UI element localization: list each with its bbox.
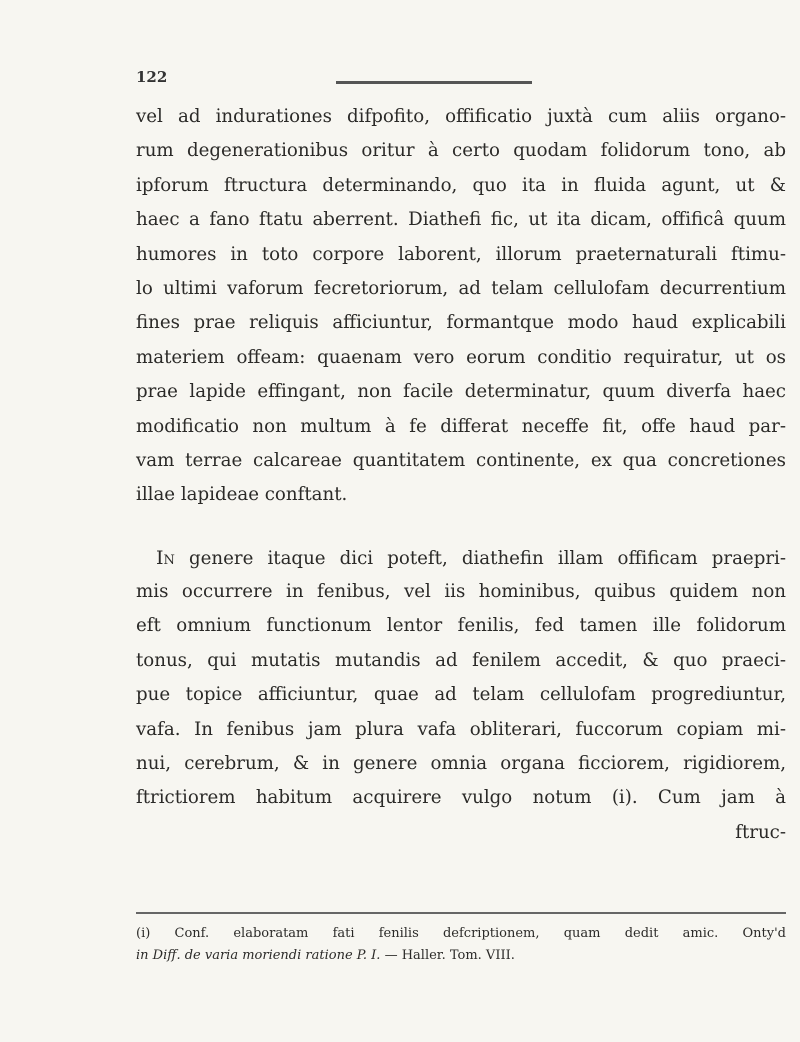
footnotes — [136, 923, 786, 967]
text-line: mis occurrere in fenibus, vel iis hominibus, quibus quidem non — [136, 581, 786, 603]
text-line: ftrictiorem habitum acquirere vulgo notum (i). Cum jam à — [136, 787, 786, 809]
text-line: eft omnium functionum lentor fenilis, fed tamen ille folidorum — [136, 615, 786, 637]
page-header — [136, 64, 786, 94]
page-number: 122 — [136, 68, 168, 86]
footnote-line: (i) Conf. elaboratam fati fenilis defcriptionem, quam dedit amic. Onty'd — [136, 926, 786, 941]
catchword: ftruc- — [735, 821, 786, 843]
body-text — [136, 100, 786, 850]
text-line: prae lapide effingant, non facile determinatur, quum diverfa haec — [136, 381, 786, 403]
footnote-citation: in Diff. de varia moriendi ratione P. I. — [136, 948, 381, 963]
paragraph-initial: In — [156, 546, 175, 569]
text-line: lo ultimi vaforum fecretoriorum, ad telam cellulofam decurrentium — [136, 277, 786, 299]
footnote-citation-rest: — Haller. Tom. VIII. — [380, 948, 515, 963]
footnote-rule — [136, 912, 786, 914]
text-line: haec a fano ftatu aberrent. Diathefi fic, ut ita dicam, offificâ quum — [136, 209, 786, 231]
text-line: rum degenerationibus oritur à certo quodam folidorum tono, ab — [136, 140, 786, 162]
text-line: vel ad indurationes difpofito, offificatio juxtà cum aliis organo- — [136, 106, 786, 127]
text-line: ipforum ftructura determinando, quo ita in fluida agunt, ut & — [136, 174, 786, 196]
text-line: vam terrae calcareae quantitatem continente, ex qua concretiones — [136, 449, 786, 471]
text-line: vafa. In fenibus jam plura vafa obliterari, fuccorum copiam mi- — [136, 718, 786, 740]
text-line: tonus, qui mutatis mutandis ad fenilem accedit, & quo praeci- — [136, 649, 786, 671]
text-line: illae lapideae conftant. — [136, 484, 348, 506]
paragraph-1 — [136, 100, 786, 513]
first-line-text: genere itaque dici poteft, diathefin illam offificam praepri- — [174, 547, 786, 569]
paragraph-2 — [136, 541, 786, 851]
text-line: materiem offeam: quaenam vero eorum conditio requiratur, ut os — [136, 346, 786, 368]
paragraph-gap — [136, 513, 786, 541]
text-line: nui, cerebrum, & in genere omnia organa ficciorem, rigidiorem, — [136, 753, 786, 775]
footnote-line — [136, 945, 786, 967]
text-line: fines prae reliquis afficiuntur, formantque modo haud explicabili — [136, 312, 786, 334]
text-line-first — [136, 541, 786, 575]
text-line: modificatio non multum à fe differat neceffe fit, offe haud par- — [136, 415, 786, 437]
header-ornament-rule — [336, 81, 532, 84]
text-line: humores in toto corpore laborent, illorum praeternaturali ftimu- — [136, 243, 786, 265]
text-line: pue topice afficiuntur, quae ad telam cellulofam progrediuntur, — [136, 684, 786, 706]
